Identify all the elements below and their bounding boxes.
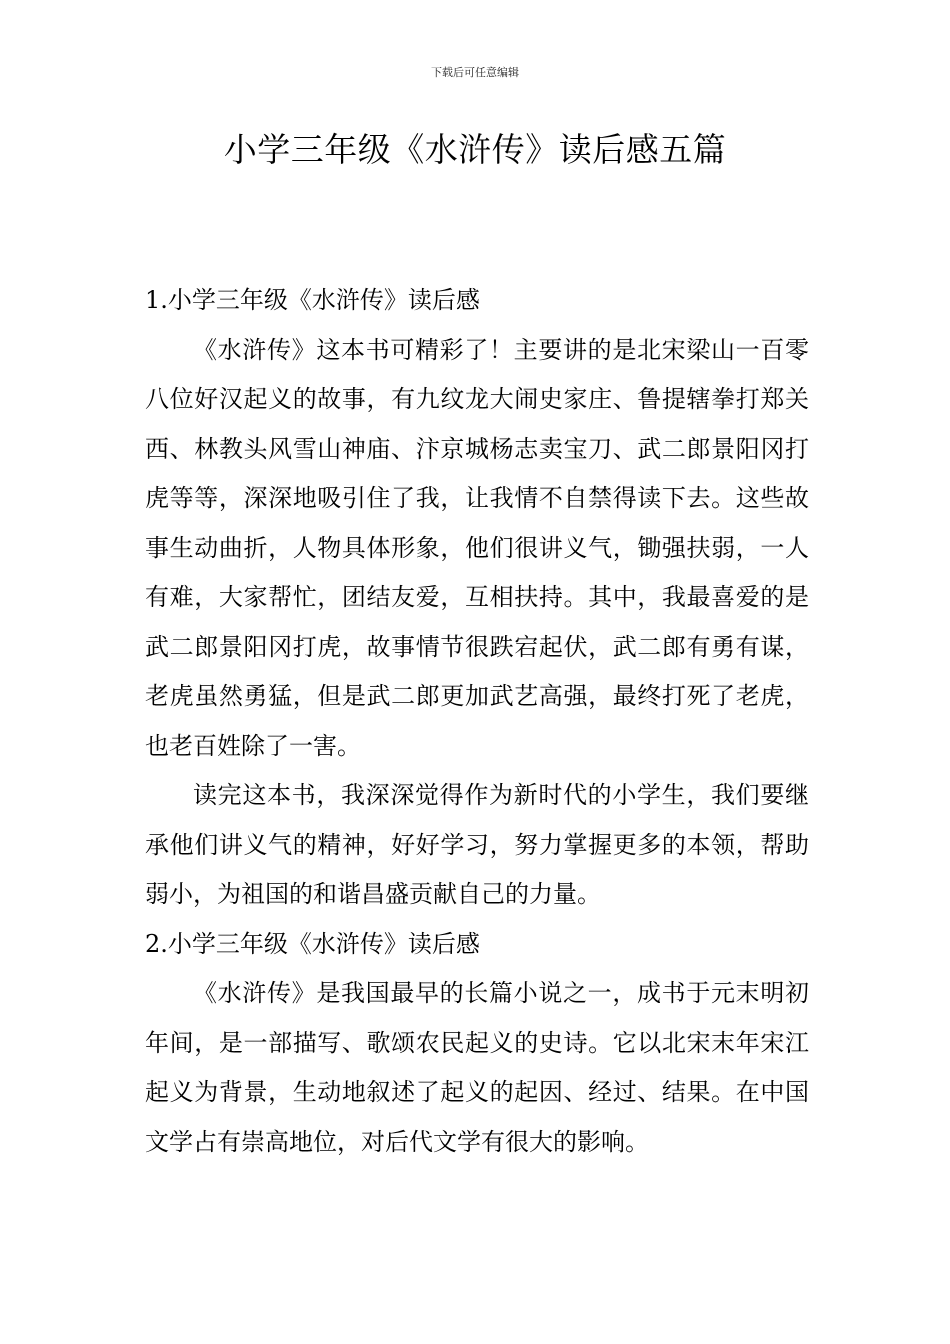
section-heading: 1.小学三年级《水浒传》读后感	[145, 286, 480, 314]
section-2	[145, 920, 809, 1168]
document-body	[145, 276, 809, 1167]
paragraph: 《水浒传》是我国最早的长篇小说之一，成书于元末明初年间，是一部描写、歌颂农民起义的史诗。它以北宋末年宋江起义为背景，生动地叙述了起义的起因、经过、结果。在中国文学占有崇高地位，对后代文学有很大的影响。	[145, 979, 809, 1156]
document-title: 小学三年级《水浒传》读后感五篇	[223, 130, 727, 169]
section-1	[145, 276, 809, 920]
header-note: 下载后可任意编辑	[431, 66, 519, 79]
paragraph: 《水浒传》这本书可精彩了！主要讲的是北宋梁山一百零八位好汉起义的故事，有九纹龙大闹史家庄、鲁提辖拳打郑关西、林教头风雪山神庙、汴京城杨志卖宝刀、武二郎景阳冈打虎等等，深深地吸引住了我，让我情不自禁得读下去。这些故事生动曲折，人物具体形象，他们很讲义气，锄强扶弱，一人有难，大家帮忙，团结友爱，互相扶持。其中，我最喜爱的是武二郎景阳冈打虎，故事情节很跌宕起伏，武二郎有勇有谋，老虎虽然勇猛，但是武二郎更加武艺高强，最终打死了老虎，也老百姓除了一害。	[145, 335, 809, 760]
section-heading: 2.小学三年级《水浒传》读后感	[145, 929, 480, 958]
paragraph: 读完这本书，我深深觉得作为新时代的小学生，我们要继承他们讲义气的精神，好好学习，努力掌握更多的本领，帮助弱小，为祖国的和谐昌盛贡献自己的力量。	[145, 781, 809, 908]
